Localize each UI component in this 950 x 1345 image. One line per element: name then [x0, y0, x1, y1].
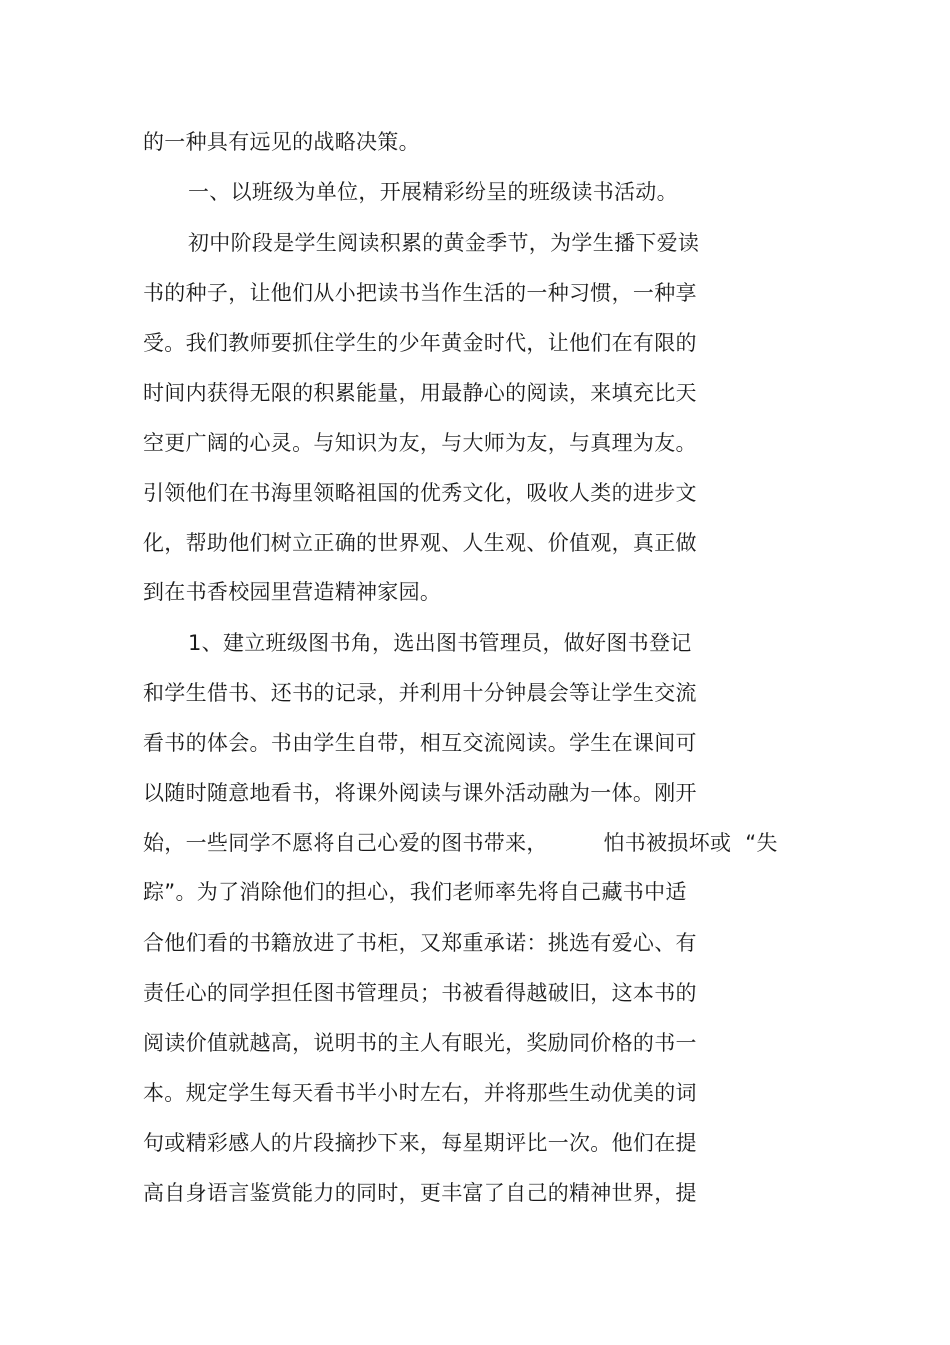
text-line: 阅读价值就越高，说明书的主人有眼光，奖励同价格的书一	[143, 1031, 697, 1055]
text-line: 到在书香校园里营造精神家园。	[143, 580, 442, 604]
text-line: 踪”。为了消除他们的担心，我们老师率先将自己藏书中适	[143, 880, 687, 904]
text-line: 时间内获得无限的积累能量，用最静心的阅读，来填充比天	[143, 381, 697, 405]
text-line: 空更广阔的心灵。与知识为友，与大师为友，与真理为友。	[143, 431, 697, 455]
text-line: 责任心的同学担任图书管理员；书被看得越破旧，这本书的	[143, 981, 697, 1005]
text-line: 高自身语言鉴赏能力的同时，更丰富了自己的精神世界，提	[143, 1181, 697, 1205]
text-line: 的一种具有远见的战略决策。	[143, 130, 420, 154]
text-line: 句或精彩感人的片段摘抄下来，每星期评比一次。他们在提	[143, 1131, 697, 1155]
text-line: 初中阶段是学生阅读积累的黄金季节，为学生播下爱读	[188, 231, 700, 255]
text-line: 和学生借书、还书的记录，并利用十分钟晨会等让学生交流	[143, 681, 697, 705]
text-line: 看书的体会。书由学生自带，相互交流阅读。学生在课间可	[143, 731, 697, 755]
text-line: 受。我们教师要抓住学生的少年黄金时代，让他们在有限的	[143, 331, 697, 355]
text-line: 1、建立班级图书角，选出图书管理员，做好图书登记	[188, 631, 692, 655]
text-line: 书的种子，让他们从小把读书当作生活的一种习惯，一种享	[143, 281, 697, 305]
text-line: 本。规定学生每天看书半小时左右，并将那些生动优美的词	[143, 1081, 697, 1105]
section-heading: 一、以班级为单位，开展精彩纷呈的班级读书活动。	[188, 180, 678, 204]
text-line: 引领他们在书海里领略祖国的优秀文化，吸收人类的进步文	[143, 481, 697, 505]
text-line: 始，一些同学不愿将自己心爱的图书带来， 怕书被损坏或 “失	[143, 831, 778, 855]
text-line: 合他们看的书籍放进了书柜，又郑重承诺：挑选有爱心、有	[143, 931, 697, 955]
text-line: 化，帮助他们树立正确的世界观、人生观、价值观，真正做	[143, 531, 697, 555]
text-line: 以随时随意地看书，将课外阅读与课外活动融为一体。刚开	[143, 781, 697, 805]
